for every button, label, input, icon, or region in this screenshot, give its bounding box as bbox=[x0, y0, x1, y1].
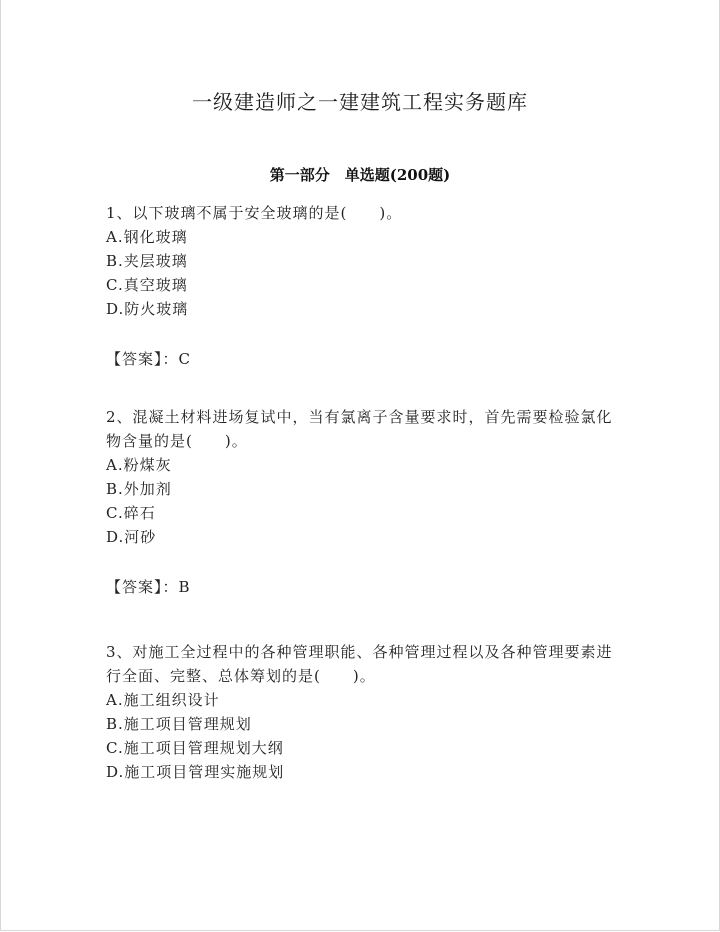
option-a: A.施工组织设计 bbox=[106, 691, 220, 709]
option-a: A.粉煤灰 bbox=[106, 456, 172, 474]
option-list bbox=[106, 225, 626, 321]
option-list bbox=[106, 688, 626, 784]
option-c: C.施工项目管理规划大纲 bbox=[106, 739, 284, 757]
option-d: D.防火玻璃 bbox=[106, 300, 189, 318]
question-2 bbox=[106, 405, 626, 599]
option-b: B.夹层玻璃 bbox=[106, 252, 188, 270]
option-d: D.河砂 bbox=[106, 528, 157, 546]
option-c: C.碎石 bbox=[106, 504, 156, 522]
option-list bbox=[106, 453, 626, 549]
section-title: 第一部分 单选题(200题) bbox=[269, 166, 451, 184]
option-a: A.钢化玻璃 bbox=[106, 228, 188, 246]
option-b: B.施工项目管理规划 bbox=[106, 715, 252, 733]
document-title: 一级建造师之一建建筑工程实务题库 bbox=[192, 90, 528, 114]
option-c: C.真空玻璃 bbox=[106, 276, 188, 294]
question-stem: 2、混凝土材料进场复试中，当有氯离子含量要求时，首先需要检验氯化物含量的是( )。 bbox=[106, 408, 613, 450]
question-stem: 1、以下玻璃不属于安全玻璃的是( )。 bbox=[106, 204, 403, 222]
question-3 bbox=[106, 640, 626, 784]
question-1 bbox=[106, 201, 626, 371]
question-stem: 3、对施工全过程中的各种管理职能、各种管理过程以及各种管理要素进行全面、完整、总体筹划的是( )。 bbox=[106, 643, 613, 685]
option-b: B.外加剂 bbox=[106, 480, 172, 498]
option-d: D.施工项目管理实施规划 bbox=[106, 763, 285, 781]
answer-line: 【答案】：B bbox=[106, 578, 191, 596]
answer-line: 【答案】：C bbox=[106, 350, 191, 368]
